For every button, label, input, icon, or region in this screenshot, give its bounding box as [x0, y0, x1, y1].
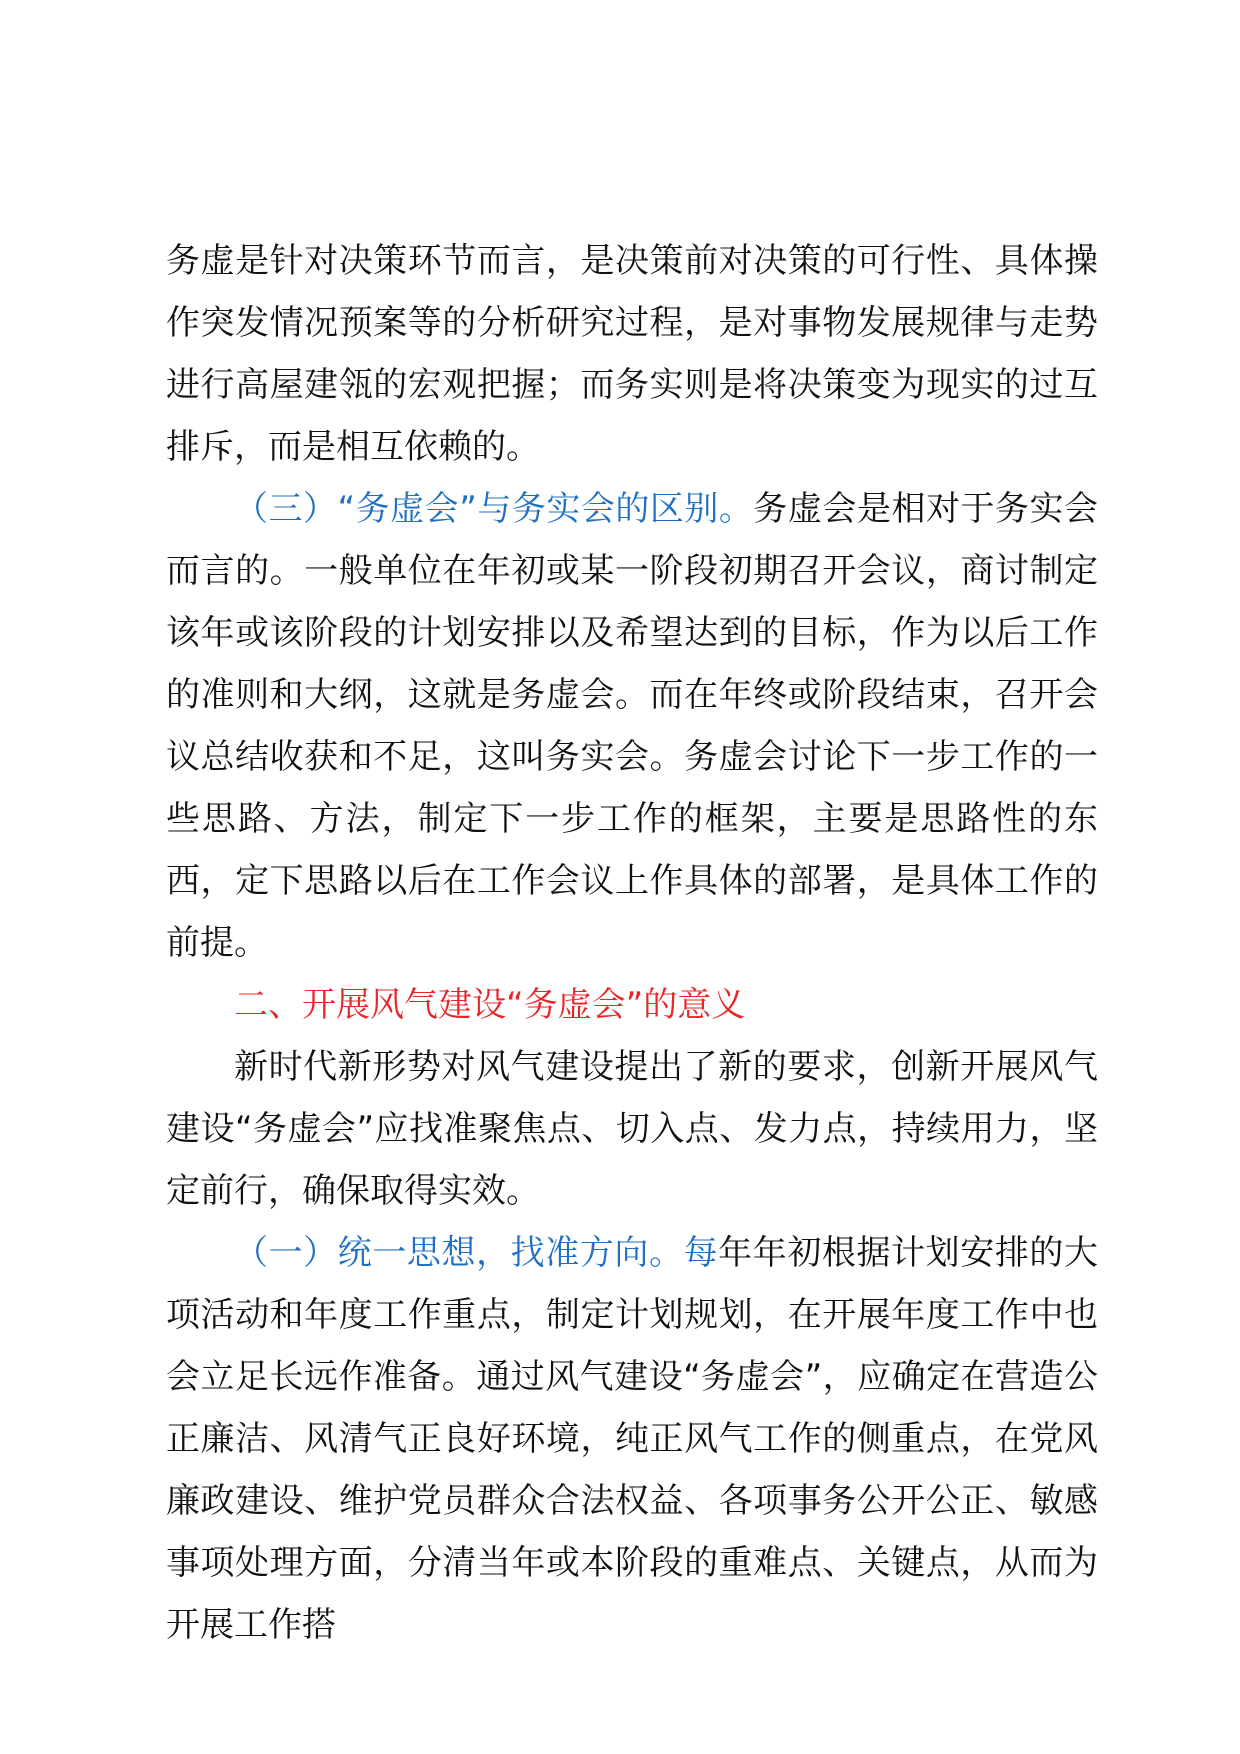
- subheading-three: （三）“务虚会”与务实会的区别。: [234, 489, 754, 529]
- paragraph-text: 务虚会是相对于务实会而言的。一般单位在年初或某一阶段初期召开会议，商讨制定该年或该阶段的计划安排以及希望达到的目标，作为以后工作的准则和大纲，这就是务虚会。而在年终或阶段结束，召开会议总结收获和不足，这叫务实会。务虚会讨论下一步工作的一些思路、方法，制定下一步工作的框架，主要是思路性的东西，定下思路以后在工作会议上作具体的部署，是具体工作的前提。: [166, 489, 1099, 963]
- paragraph-text: 年年初根据计划安排的大项活动和年度工作重点，制定计划规划，在开展年度工作中也会立足长远作准备。通过风气建设“务虚会”，应确定在营造公正廉洁、风清气正良好环境，纯正风气工作的侧重点，在党风廉政建设、维护党员群众合法权益、各项事务公开公正、敏感事项处理方面，分清当年或本阶段的重难点、关键点，从而为开展工作搭: [166, 1233, 1099, 1645]
- document-body: [166, 230, 1098, 1656]
- paragraph-new-era: [166, 1036, 1098, 1222]
- paragraph-text: 新时代新形势对风气建设提出了新的要求，创新开展风气建设“务虚会”应找准聚焦点、切入点、发力点，持续用力，坚定前行，确保取得实效。: [166, 1047, 1098, 1211]
- paragraph-text: 务虚是针对决策环节而言，是决策前对决策的可行性、具体操作突发情况预案等的分析研究过程，是对事物发展规律与走势进行高屋建瓴的宏观把握；而务实则是将决策变为现实的过互排斥，而是相互依赖的。: [166, 241, 1098, 467]
- paragraph-meeting-difference: [166, 478, 1098, 974]
- paragraph-unify-thinking: [166, 1222, 1098, 1656]
- section-heading-two: 二、开展风气建设“务虚会”的意义: [234, 985, 746, 1025]
- subheading-one: （一）统一思想，找准方向。每: [234, 1233, 719, 1273]
- paragraph-wuxu-definition: [166, 230, 1098, 478]
